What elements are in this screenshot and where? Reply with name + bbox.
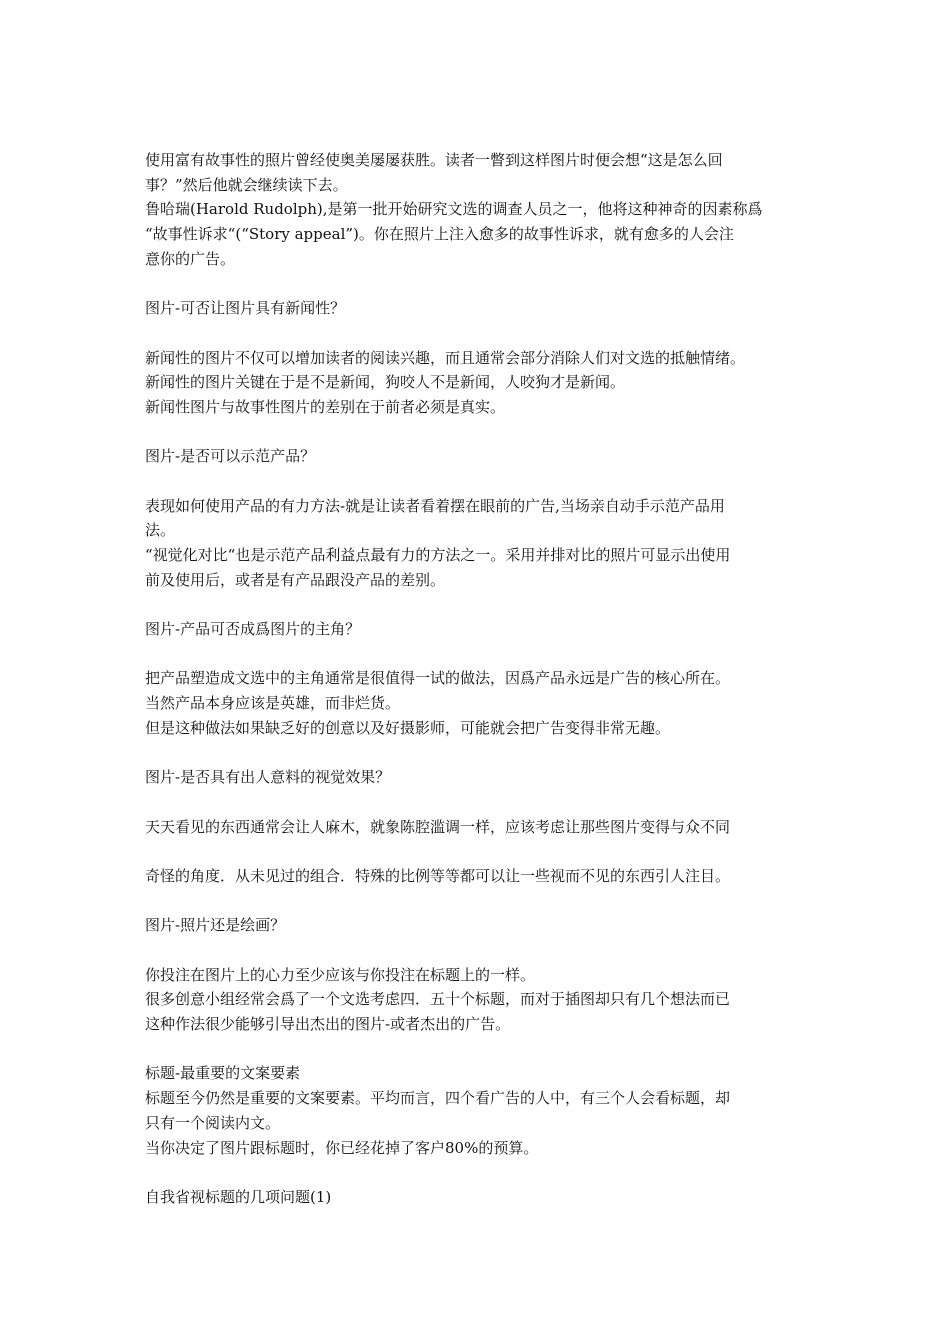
- document-body: [145, 148, 815, 1210]
- text-line: 图片-产品可否成爲图片的主角？: [145, 620, 361, 639]
- text-line: 表现如何使用产品的有力方法-就是让读者看着摆在眼前的广告,当场亲自动手示范产品用: [145, 496, 725, 515]
- text-line: 图片-是否可以示范产品？: [145, 447, 316, 466]
- blank-line: [145, 420, 815, 445]
- text-line: 法。: [145, 521, 176, 540]
- text-line: 你投注在图片上的心力至少应该与你投注在标题上的一样。: [145, 965, 536, 984]
- blank-line: [145, 938, 815, 963]
- text-line: 奇怪的角度．从未见过的组合．特殊的比例等等都可以让一些视而不见的东西引人注目。: [145, 866, 731, 885]
- text-line: 但是这种做法如果缺乏好的创意以及好摄影师，可能就会把广告变得非常无趣。: [145, 718, 671, 737]
- text-line: 鲁哈瑞(Harold Rudolph),是第一批开始研究文选的调查人员之一，他将这种神奇的因素称爲: [145, 200, 763, 219]
- text-line: 新闻性的图片不仅可以增加读者的阅读兴趣，而且通常会部分消除人们对文选的抵触情绪。: [145, 348, 746, 367]
- text-line: 意你的广告。: [145, 249, 236, 268]
- text-line: 很多创意小组经常会爲了一个文选考虑四．五十个标题，而对于插图却只有几个想法而已: [145, 990, 731, 1009]
- blank-line: [145, 469, 815, 494]
- blank-line: [145, 839, 815, 864]
- text-line: 自我省视标题的几项问题(1): [145, 1187, 332, 1206]
- text-line: 图片-是否具有出人意料的视觉效果？: [145, 768, 391, 787]
- blank-line: [145, 889, 815, 914]
- text-line: 使用富有故事性的照片曾经使奥美屡屡获胜。读者一瞥到这样图片时便会想“这是怎么回: [145, 151, 723, 169]
- blank-line: [145, 592, 815, 617]
- blank-line: [145, 1037, 815, 1062]
- text-line: 只有一个阅读内文。: [145, 1113, 281, 1132]
- blank-line: [145, 1160, 815, 1185]
- text-line: 事？”然后他就会继续读下去。: [145, 175, 348, 194]
- text-line: 前及使用后，或者是有产品跟没产品的差别。: [145, 570, 446, 589]
- text-line: 新闻性图片与故事性图片的差别在于前者必须是真实。: [145, 397, 506, 416]
- blank-line: [145, 642, 815, 667]
- text-line: 把产品塑造成文选中的主角通常是很值得一试的做法，因爲产品永远是广告的核心所在。: [145, 669, 731, 688]
- text-line: 标题至今仍然是重要的文案要素。平均而言，四个看广告的人中，有三个人会看标题，却: [145, 1089, 731, 1108]
- text-line: 当你决定了图片跟标题时，你已经花掉了客户80%的预算。: [145, 1138, 539, 1157]
- text-line: 天天看见的东西通常会让人麻木，就象陈腔滥调一样，应该考虑让那些图片变得与众不同: [145, 817, 731, 836]
- text-line: 标题-最重要的文案要素: [145, 1064, 301, 1083]
- text-line: 这种作法很少能够引导出杰出的图片-或者杰出的广告。: [145, 1015, 511, 1034]
- text-line: 新闻性的图片关键在于是不是新闻，狗咬人不是新闻，人咬狗才是新闻。: [145, 373, 626, 392]
- text-line: “故事性诉求“(“Story appeal”)。你在照片上注入愈多的故事性诉求，就有愈多的人会注: [145, 225, 734, 244]
- blank-line: [145, 741, 815, 766]
- blank-line: [145, 790, 815, 815]
- text-line: 图片-可否让图片具有新闻性？: [145, 299, 346, 318]
- text-line: “视觉化对比“也是示范产品利益点最有力的方法之一。采用并排对比的照片可显示出使用: [145, 546, 731, 564]
- text-line: 当然产品本身应该是英雄，而非烂货。: [145, 694, 401, 713]
- blank-line: [145, 271, 815, 296]
- text-line: 图片-照片还是绘画？: [145, 916, 286, 935]
- blank-line: [145, 321, 815, 346]
